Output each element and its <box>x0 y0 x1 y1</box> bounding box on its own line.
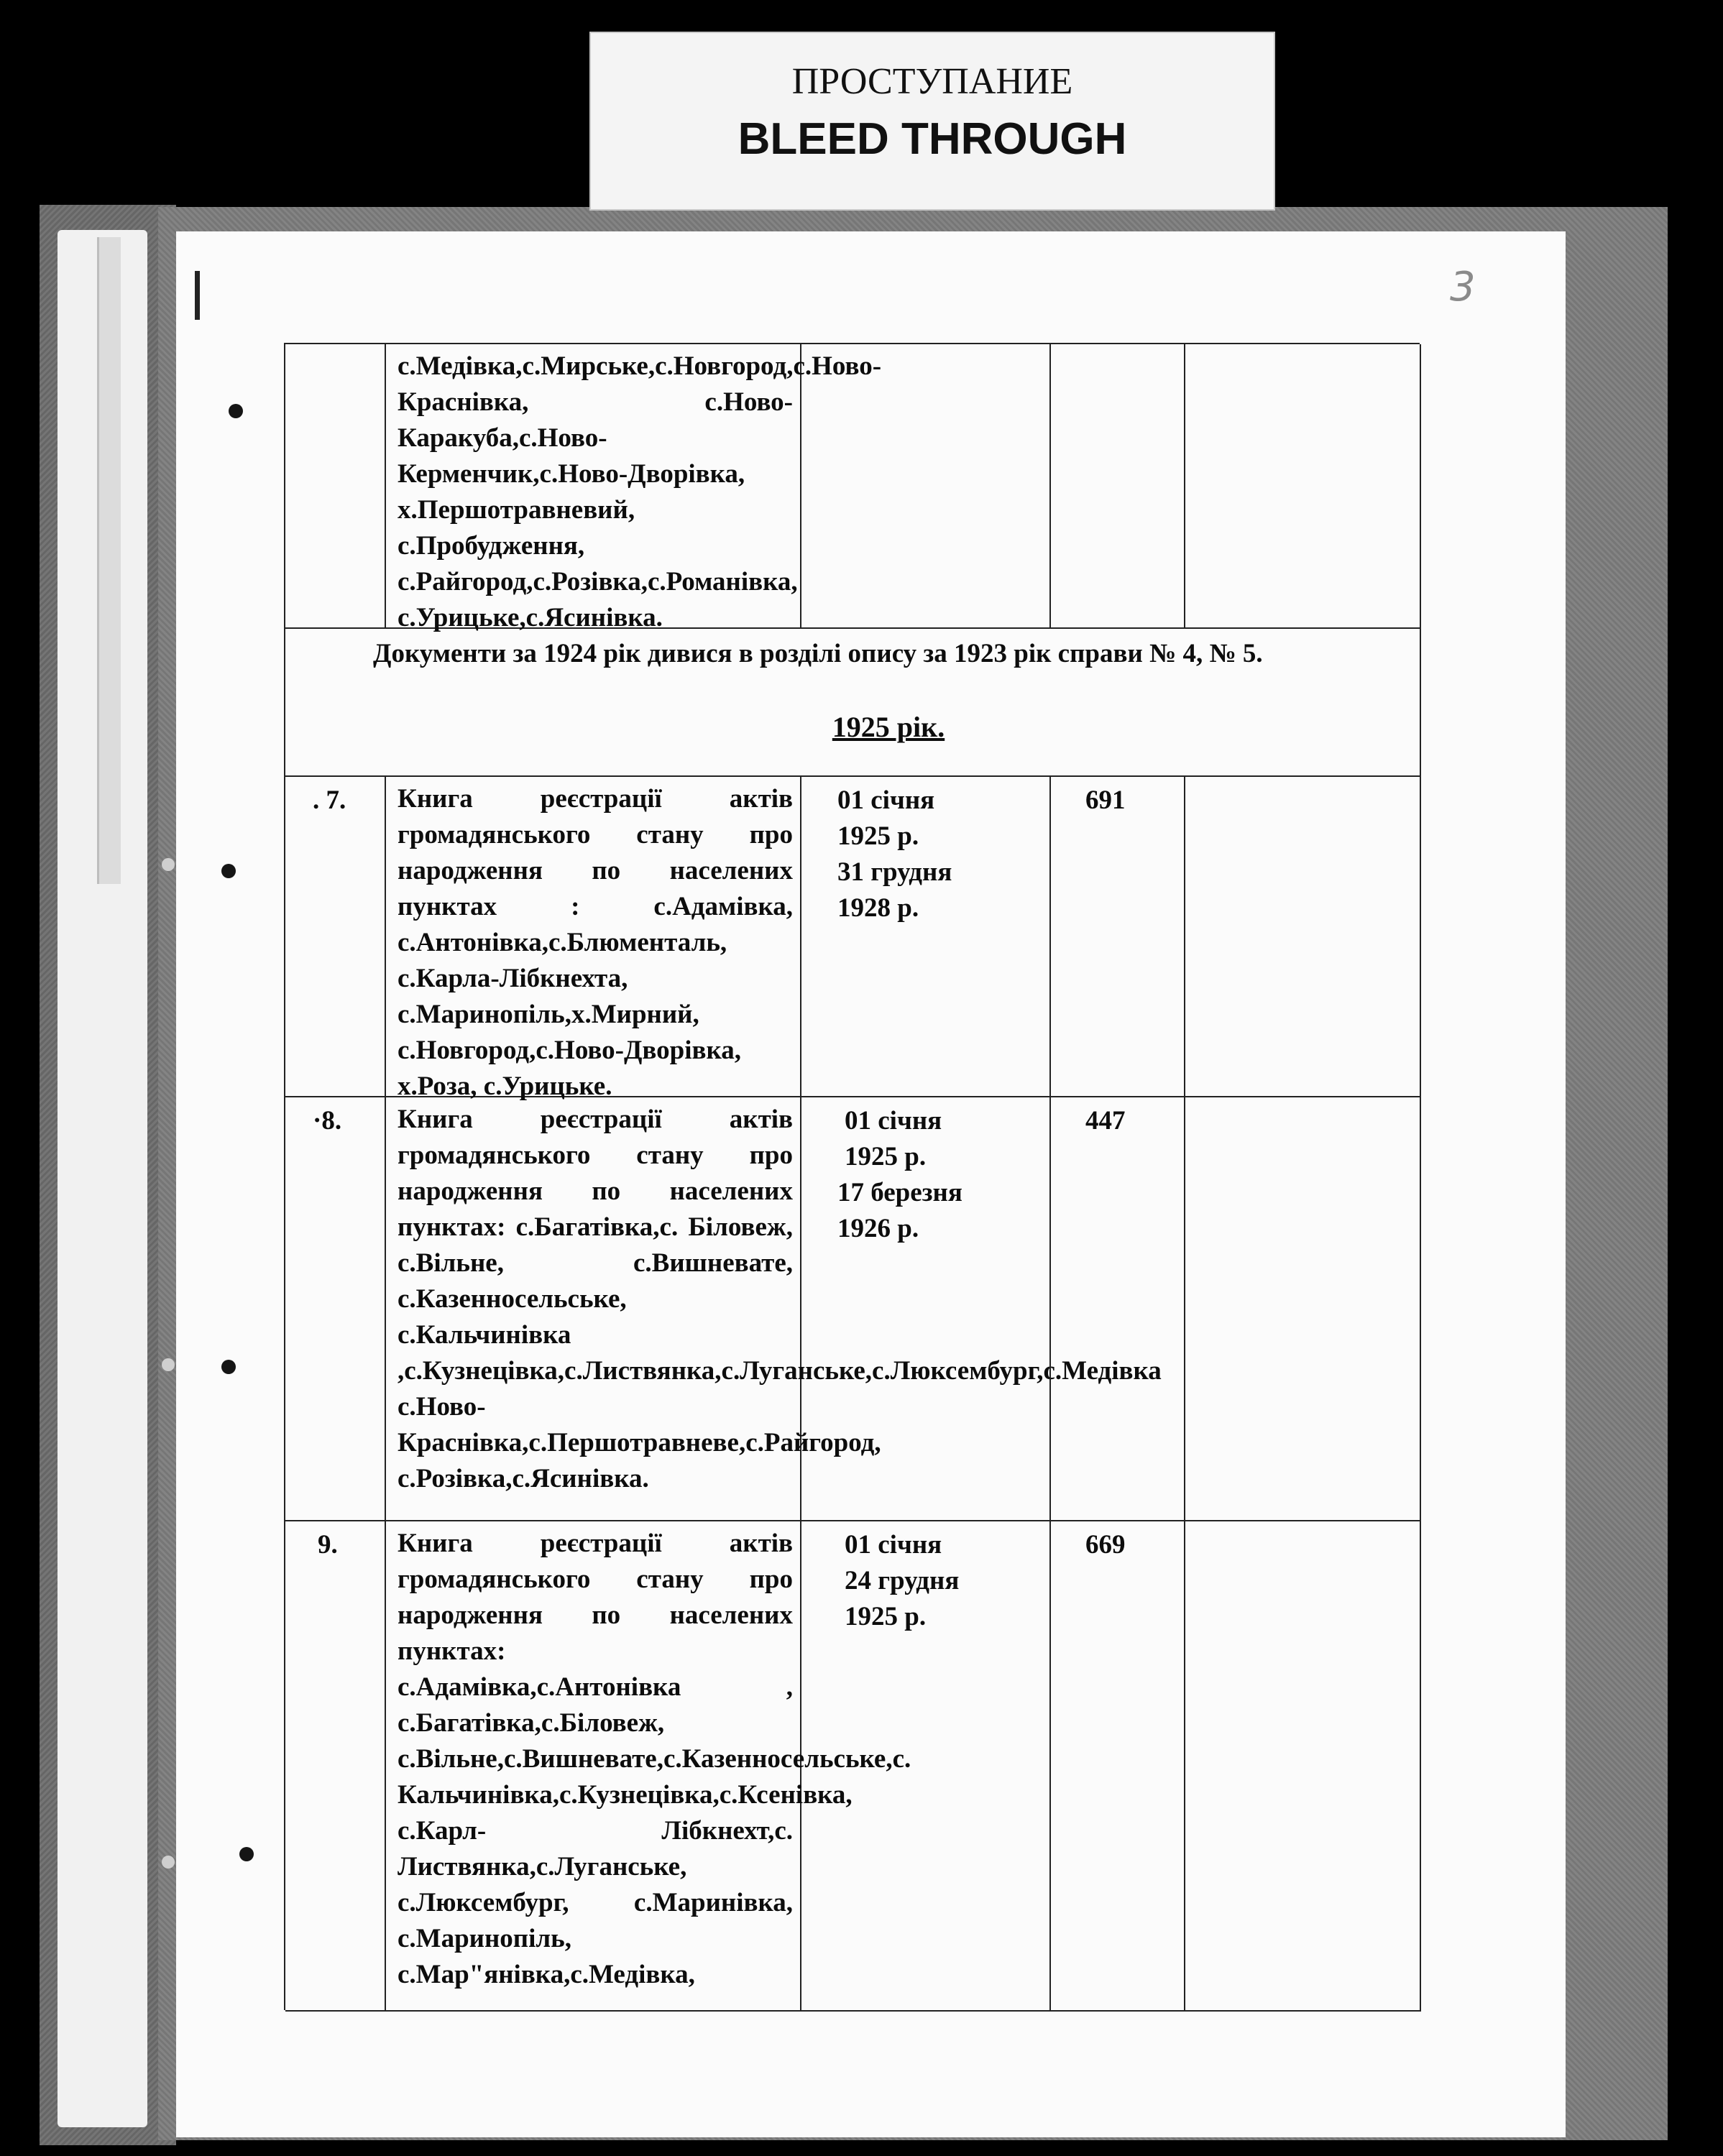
date-from: 01 січня 1925 р. <box>845 1106 942 1171</box>
punch-hole-strip <box>162 1856 175 1869</box>
notes-cell <box>1185 344 1421 627</box>
sheet-count: 669 <box>1085 1530 1126 1560</box>
punch-hole-strip <box>162 1358 175 1371</box>
date-from: 01 січня 1925 р. <box>837 786 935 851</box>
sheet-count: 447 <box>1085 1106 1126 1135</box>
year-heading: 1925 рік. <box>832 711 945 743</box>
table-row <box>285 777 1421 1101</box>
number-cell <box>285 1521 386 2010</box>
notice-row <box>285 629 1421 777</box>
page-number: 3 <box>1450 264 1476 310</box>
table-row <box>285 1521 1421 2012</box>
sheets-cell <box>1051 344 1185 627</box>
dates-cell <box>801 344 1051 627</box>
sheets-cell <box>1051 777 1185 1096</box>
punch-hole <box>229 404 243 418</box>
banner-english-text: BLEED THROUGH <box>738 114 1127 164</box>
row-description: с.Медівка,с.Мирське,с.Новгород,с.Ново-Краснівка, с.Ново-Каракуба,с.Ново-Керменчик,с.Ново-Дворівка, х.Першотравневий, с.Пробудження, с.Райгород,с.Розівка,с.Романівка, с.Урицьке,с.Ясинівка. <box>398 351 882 632</box>
page-edge-mark <box>195 271 200 320</box>
punch-hole <box>239 1847 254 1861</box>
dates-cell <box>801 777 1051 1096</box>
date-to: 31 грудня 1928 р. <box>837 857 952 923</box>
number-cell <box>285 1097 386 1520</box>
date-from: 01 січня <box>845 1530 942 1560</box>
dates-cell <box>801 1097 1051 1520</box>
notes-cell <box>1185 1521 1421 2010</box>
row-description: Книга реєстрації актів громадянського стану про народження по населених пунктах: с.Адамівка,с.Антонівка , с.Багатівка,с.Біловеж, с.Вільне,с.Вишневате,с.Казенносельське,с. Кальчинівка,с.Кузнецівка,с.Ксенівка, с.Карл- Лібкнехт,с. Листвянка,с.Луганське, с.Люксембург, с.Маринівка, с.Маринопіль, с.Мар"янівка,с.Медівка, <box>398 1529 911 1989</box>
row-description: Книга реєстрації актів громадянського стану про народження по населених пунктах: с.Багатівка,с. Біловеж, с.Вільне, с.Вишневате, с.Казенносельське, с.Кальчинівка ,с.Кузнецівка,с.Листвянка,с.Луганське,с.Люксембург,с.Медівка с.Ново-Краснівка,с.Першотравневе,с.Райгород, с.Розівка,с.Ясинівка. <box>398 1105 1162 1493</box>
description-cell <box>386 344 882 632</box>
date-to: 17 березня 1926 р. <box>837 1178 962 1243</box>
table-row <box>285 1097 1421 1521</box>
date-to: 24 грудня 1925 р. <box>845 1566 960 1631</box>
table-row <box>285 344 1421 632</box>
inventory-table <box>284 343 1420 2010</box>
row-number: . 7. <box>313 786 346 815</box>
sheets-cell <box>1051 1097 1185 1520</box>
sheet-count: 691 <box>1085 786 1126 815</box>
punch-hole <box>221 864 236 878</box>
row-number: 9. <box>318 1530 338 1560</box>
dates-cell <box>801 1521 1051 2010</box>
punch-hole <box>221 1360 236 1374</box>
notes-cell <box>1185 1097 1421 1520</box>
row-description: Книга реєстрації актів громадянського стану про народження по населених пунктах : с.Адамівка, с.Антонівка,с.Блюменталь, с.Карла-Лібкнехта, с.Маринопіль,х.Мирний, с.Новгород,с.Ново-Дворівка, х.Роза, с.Урицьке. <box>398 784 793 1101</box>
notes-cell <box>1185 777 1421 1096</box>
document-page <box>176 231 1566 2137</box>
bleed-through-banner <box>589 32 1275 211</box>
punch-hole-strip <box>162 858 175 871</box>
binding-thread <box>97 237 121 884</box>
sheets-cell <box>1051 1521 1185 2010</box>
row-number: ·8. <box>313 1106 342 1135</box>
description-cell <box>386 777 801 1101</box>
notice-text: Документи за 1924 рік дивися в розділі опису за 1923 рік справи № 4, № 5. <box>373 639 1263 668</box>
number-cell <box>285 344 386 627</box>
banner-russian-text: ПРОСТУПАНИЕ <box>791 61 1073 102</box>
number-cell <box>285 777 386 1096</box>
